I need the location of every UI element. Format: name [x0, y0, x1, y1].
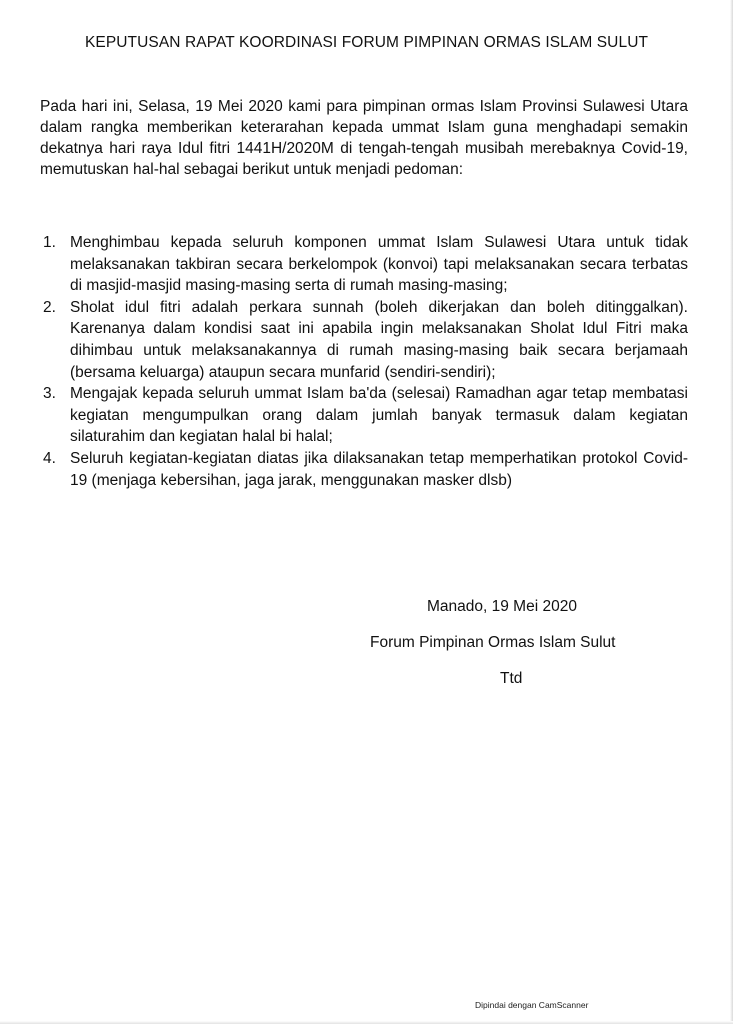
signature-ttd: Ttd	[500, 670, 523, 687]
decision-item-3	[40, 383, 688, 448]
item-text: Mengajak kepada seluruh ummat Islam ba'da (selesai) Ramadhan agar tetap membatasi kegiatan mengumpulkan orang dalam jumlah banyak termasuk dalam kegiatan silaturahim dan kegiatan halal bi halal;	[70, 385, 688, 446]
signature-place-date: Manado, 19 Mei 2020	[427, 598, 577, 615]
intro-paragraph: Pada hari ini, Selasa, 19 Mei 2020 kami para pimpinan ormas Islam Provinsi Sulawesi Utara dalam rangka memberikan keterarahan kepada ummat Islam guna menghadapi semakin dekatnya hari raya Idul fitri 1441H/2020M di tengah-tengah musibah merebaknya Covid-19, memutuskan hal-hal sebagai berikut untuk menjadi pedoman:	[40, 98, 688, 178]
document-title: KEPUTUSAN RAPAT KOORDINASI FORUM PIMPINAN ORMAS ISLAM SULUT	[84, 34, 649, 51]
item-number: 2.	[43, 298, 56, 316]
item-text: Menghimbau kepada seluruh komponen ummat Islam Sulawesi Utara untuk tidak melaksanakan takbiran secara berkelompok (konvoi) tapi melaksanakan secara terbatas di masjid-masjid masing-masing serta di rumah masing-masing;	[70, 234, 688, 295]
decision-item-4	[40, 448, 688, 491]
item-text: Sholat idul fitri adalah perkara sunnah (boleh dikerjakan dan boleh ditinggalkan). Karenanya dalam kondisi saat ini apabila ingin melaksanakan Sholat Idul Fitri maka dihimbau untuk melaksanakannya di rumah masing-masing baik secara berjamaah (bersama keluarga) ataupun secara munfarid (sendiri-sendiri);	[70, 298, 688, 381]
scanner-watermark: Dipindai dengan CamScanner	[475, 1000, 589, 1010]
signature-organization: Forum Pimpinan Ormas Islam Sulut	[370, 634, 616, 651]
item-number: 1.	[43, 234, 56, 251]
decision-item-2	[40, 297, 688, 383]
decision-list	[40, 232, 688, 491]
decision-item-1	[40, 232, 688, 297]
item-text: Seluruh kegiatan-kegiatan diatas jika dilaksanakan tetap memperhatikan protokol Covid-19 (menjaga kebersihan, jaga jarak, menggunakan masker dlsb)	[70, 449, 688, 489]
item-number: 4.	[43, 449, 56, 467]
item-number: 3.	[43, 385, 56, 403]
